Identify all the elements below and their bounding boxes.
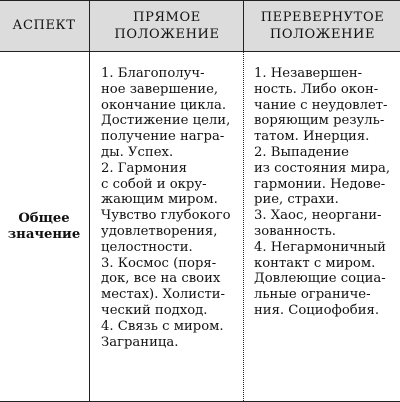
upright-line: 3. Космос (поря- [101,255,217,271]
reversed-line: ния. Социофобия. [254,302,380,318]
reversed-line: зованность. [254,223,336,239]
header-upright-line1: ПРЯМОЕ [133,9,201,25]
reversed-line: 1. Незавершен- [254,66,363,81]
reversed-line: 2. Выпадение [254,144,349,160]
reversed-line: контакт с миром. [254,255,376,271]
column-divider-2-body [243,52,244,401]
reversed-line: рие, страхи. [254,192,339,208]
upright-line: 2. Гармония [101,160,187,176]
upright-line: 1. Благополуч- [101,66,205,81]
column-divider-1 [89,0,90,402]
reversed-line: гармонии. Недове- [254,176,386,192]
header-reversed-line2: ПОЛОЖЕНИЕ [269,26,376,42]
upright-line: окончание цикла. [101,97,227,113]
header-aspect [0,0,88,51]
upright-line: с собой и окру- [101,176,207,192]
header-reversed [245,0,400,51]
header-upright [91,0,243,51]
upright-line: ческий подход. [101,302,208,318]
reversed-line: чание с неудовлет- [254,97,388,113]
reversed-line: из состояния мира, [254,160,391,176]
header-upright-line2: ПОЛОЖЕНИЕ [114,26,220,42]
header-aspect-label: АСПЕКТ [12,18,76,33]
upright-line: Заграница. [101,334,179,350]
upright-line: Достижение цели, [101,113,231,129]
upright-line: удовлетворения, [101,223,218,239]
header-reversed-line1: ПЕРЕВЕРНУТОЕ [260,9,385,25]
upright-line: ное завершение, [101,81,219,97]
aspect-line1: Общее [18,211,70,227]
column-divider-2-header [243,0,244,51]
upright-line: целостности. [101,239,193,255]
table-header [0,0,400,51]
reversed-line: ность. Либо окон- [254,81,379,97]
upright-line: док, все на своих [101,271,221,287]
reversed-line: льные ограниче- [254,287,371,303]
header-divider [0,51,400,52]
reversed-line: воряющим резуль- [254,113,385,129]
upright-line: ды. Успех. [101,144,174,160]
upright-line: 4. Связь с миром. [101,318,224,334]
upright-cell [101,66,241,350]
aspect-line2: значение [7,227,81,242]
top-border [0,0,400,1]
reversed-line: 3. Хаос, неоргани- [254,208,382,224]
reversed-line: татом. Инерция. [254,129,370,145]
upright-line: жающим миром. [101,192,218,208]
reversed-cell [254,66,396,319]
aspect-cell [0,53,88,401]
upright-line: Чувство глубокого [101,208,231,224]
reversed-line: Довлеющие социа- [254,271,386,287]
upright-line: получение награ- [101,129,225,145]
reversed-line: 4. Негармоничный [254,239,386,255]
upright-line: местах). Холисти- [101,287,225,303]
